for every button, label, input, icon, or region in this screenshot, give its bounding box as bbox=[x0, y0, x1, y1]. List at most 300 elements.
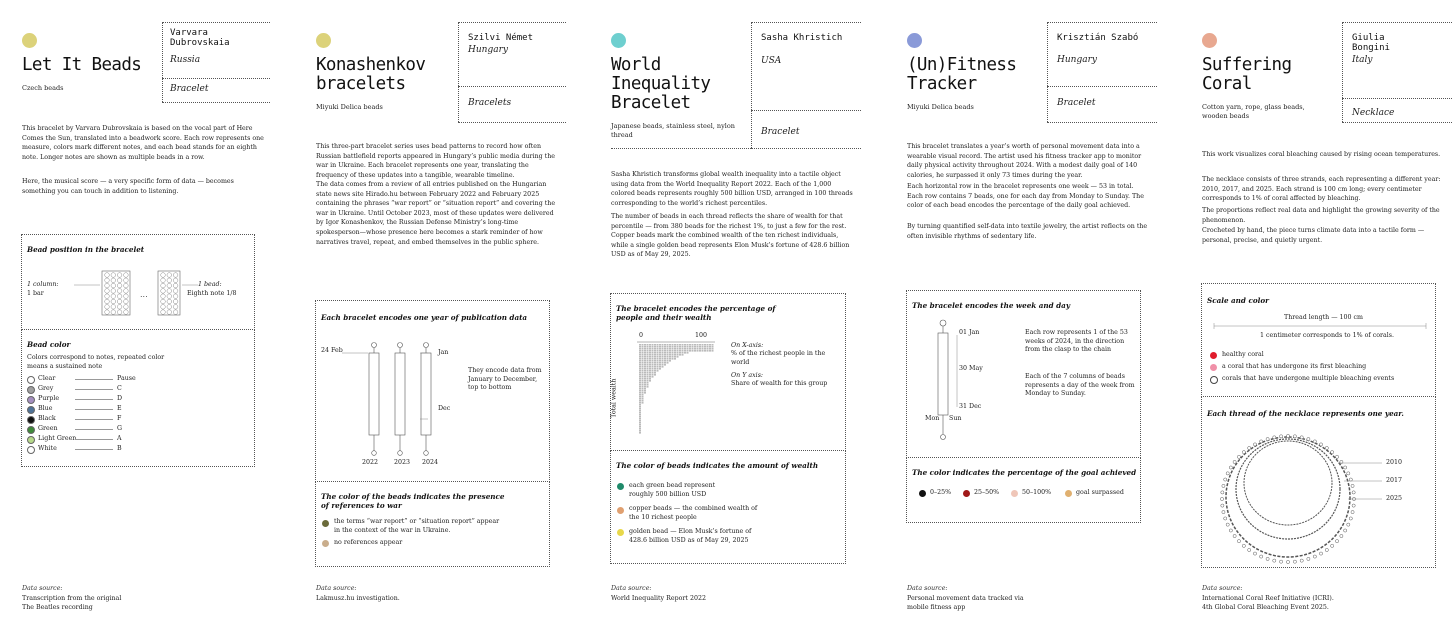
coral-bead bbox=[1319, 443, 1322, 446]
wealth-bead bbox=[649, 344, 651, 346]
wealth-bead bbox=[652, 356, 654, 358]
coral-bead bbox=[1325, 446, 1328, 449]
description: Here, the musical score — a very specific form of data — becomes something you can touch in addition to listening. bbox=[22, 178, 234, 195]
wealth-bead bbox=[644, 368, 646, 370]
wealth-bead bbox=[642, 374, 644, 376]
wealth-bead bbox=[639, 356, 641, 358]
coral-bead bbox=[1335, 540, 1338, 543]
wealth-bead bbox=[639, 400, 641, 402]
scale-text: 1 centimeter corresponds to 1% of corals. bbox=[1260, 332, 1395, 339]
wealth-bead bbox=[667, 362, 669, 364]
bead bbox=[111, 305, 116, 310]
wealth-bead bbox=[647, 362, 649, 364]
wealth-bead bbox=[642, 366, 644, 368]
start-label: 24 Feb bbox=[321, 347, 343, 354]
wealth-bead bbox=[642, 376, 644, 378]
coral-bead bbox=[1226, 523, 1229, 526]
wealth-bead bbox=[647, 348, 649, 350]
wealth-bead bbox=[662, 362, 664, 364]
x-axis-caption: On X-axis: bbox=[731, 342, 764, 349]
wealth-bead bbox=[639, 374, 641, 376]
wealth-bead bbox=[644, 362, 646, 364]
wealth-bead bbox=[654, 360, 656, 362]
wealth-bead bbox=[649, 366, 651, 368]
wealth-bead bbox=[659, 362, 661, 364]
bead bbox=[111, 273, 116, 278]
wealth-bead bbox=[657, 362, 659, 364]
wealth-bead bbox=[672, 358, 674, 360]
materials: Cotton yarn, rope, glass beads, wooden beads bbox=[1202, 103, 1305, 120]
author-name: Szilvi Német bbox=[468, 33, 534, 43]
materials: Miyuki Delica beads bbox=[907, 103, 974, 111]
legend-box-color bbox=[906, 457, 1141, 523]
wealth-bead bbox=[704, 348, 706, 350]
necklace-diagram bbox=[1216, 425, 1406, 565]
description: The proportions reflect real data and highlight the growing severity of the phenomenon. bbox=[1202, 207, 1440, 224]
wealth-bead bbox=[652, 374, 654, 376]
note-color-label: Green bbox=[38, 425, 58, 432]
legend-item: copper beads — the combined wealth of the 10 richest people bbox=[629, 505, 758, 521]
coral-bead bbox=[1347, 472, 1350, 475]
coral-bead bbox=[1226, 472, 1229, 475]
wealth-bead bbox=[647, 364, 649, 366]
wealth-bead bbox=[642, 380, 644, 382]
wealth-bead bbox=[712, 350, 714, 352]
wealth-bead bbox=[642, 396, 644, 398]
wealth-bead bbox=[644, 382, 646, 384]
bead bbox=[105, 289, 110, 294]
wealth-bead bbox=[659, 344, 661, 346]
source-text: Lakmusz.hu investigation. bbox=[316, 595, 400, 602]
note-name: C bbox=[117, 385, 122, 392]
wealth-bead bbox=[654, 354, 656, 356]
wealth-bead bbox=[649, 362, 651, 364]
coral-bead bbox=[1260, 440, 1263, 443]
wealth-bead bbox=[639, 396, 641, 398]
wealth-bead bbox=[652, 366, 654, 368]
wealth-bead bbox=[642, 392, 644, 394]
bead bbox=[105, 273, 110, 278]
wealth-bead bbox=[644, 346, 646, 348]
coral-bead bbox=[1331, 544, 1334, 547]
wealth-bead bbox=[644, 390, 646, 392]
wealth-bead bbox=[642, 390, 644, 392]
wealth-bead bbox=[687, 348, 689, 350]
wealth-bead bbox=[647, 366, 649, 368]
wealth-bead bbox=[644, 376, 646, 378]
wealth-bead bbox=[667, 354, 669, 356]
wealth-bead bbox=[642, 370, 644, 372]
wealth-bead bbox=[639, 390, 641, 392]
wealth-bead bbox=[702, 350, 704, 352]
wealth-bead bbox=[707, 348, 709, 350]
wealth-bead bbox=[659, 360, 661, 362]
wealth-bead bbox=[652, 344, 654, 346]
wealth-bead bbox=[679, 350, 681, 352]
wealth-bead bbox=[677, 344, 679, 346]
wealth-bead bbox=[654, 348, 656, 350]
wealth-bead bbox=[639, 366, 641, 368]
wealth-bead bbox=[644, 350, 646, 352]
wealth-bead bbox=[639, 368, 641, 370]
box-title: The bracelet encodes the percentage of people and their wealth bbox=[616, 304, 776, 322]
note-name: D bbox=[117, 395, 123, 402]
wealth-bead bbox=[647, 370, 649, 372]
wealth-bead bbox=[689, 348, 691, 350]
wealth-bead bbox=[642, 378, 644, 380]
description: Crocheted by hand, the piece turns climate data into a tactile form — personal, precise, and quietly urgent. bbox=[1202, 227, 1425, 244]
wealth-bead bbox=[677, 350, 679, 352]
wealth-bead bbox=[642, 344, 644, 346]
wealth-bead bbox=[654, 374, 656, 376]
bead bbox=[111, 278, 116, 283]
wealth-bead bbox=[672, 352, 674, 354]
wealth-bead bbox=[654, 364, 656, 366]
bead bbox=[105, 305, 110, 310]
bead bbox=[167, 273, 172, 278]
wealth-bead bbox=[657, 368, 659, 370]
box-title: Each bracelet encodes one year of publication data bbox=[321, 313, 528, 322]
legend-box-position bbox=[21, 234, 255, 330]
wealth-bead bbox=[639, 388, 641, 390]
wealth-bead bbox=[682, 352, 684, 354]
wealth-bead bbox=[647, 360, 649, 362]
legend-item: 50–100% bbox=[1022, 489, 1052, 496]
wealth-bead bbox=[649, 354, 651, 356]
color-dot bbox=[316, 33, 331, 48]
wealth-bead bbox=[662, 352, 664, 354]
wealth-bead bbox=[647, 380, 649, 382]
wealth-bead bbox=[709, 350, 711, 352]
coral-bead bbox=[1340, 534, 1343, 537]
bead bbox=[111, 289, 116, 294]
wealth-bead bbox=[669, 346, 671, 348]
wealth-bead bbox=[644, 386, 646, 388]
description: This three-part bracelet series uses bead patterns to record how often Russian battlefield reports appeared in Hungary’s public media during the war in Ukraine. Each bracelet represents one year, translating the frequency of these updates into a tangible, wearable timeline. bbox=[316, 143, 555, 179]
wealth-bead bbox=[652, 358, 654, 360]
wealth-bead bbox=[654, 372, 656, 374]
note-color-dot bbox=[27, 406, 35, 414]
wealth-bead bbox=[659, 356, 661, 358]
wealth-bead bbox=[639, 380, 641, 382]
wealth-bead bbox=[664, 346, 666, 348]
bead bbox=[161, 294, 166, 299]
wealth-bead bbox=[642, 388, 644, 390]
legend-box-color bbox=[21, 329, 255, 467]
wealth-bead bbox=[674, 348, 676, 350]
wealth-bead bbox=[662, 354, 664, 356]
wealth-bead bbox=[639, 350, 641, 352]
wealth-bead bbox=[642, 368, 644, 370]
note-legend-row bbox=[27, 375, 147, 385]
bead bbox=[173, 294, 178, 299]
wealth-bead bbox=[649, 350, 651, 352]
wealth-bead bbox=[647, 344, 649, 346]
wealth-bead bbox=[649, 364, 651, 366]
coral-bead bbox=[1280, 560, 1283, 563]
wealth-bead bbox=[654, 350, 656, 352]
wealth-bead bbox=[679, 354, 681, 356]
box-title: The color of beads indicates the amount of wealth bbox=[616, 461, 819, 470]
coral-bead bbox=[1242, 544, 1245, 547]
coral-bead bbox=[1260, 555, 1263, 558]
source-label: Data source: bbox=[907, 585, 948, 592]
wealth-bead bbox=[674, 358, 676, 360]
wealth-bead bbox=[642, 364, 644, 366]
wealth-bead bbox=[669, 352, 671, 354]
wealth-bead bbox=[657, 354, 659, 356]
wealth-bead bbox=[649, 380, 651, 382]
bead bbox=[173, 273, 178, 278]
wealth-bead bbox=[692, 344, 694, 346]
wealth-bead bbox=[659, 358, 661, 360]
wealth-bead bbox=[644, 360, 646, 362]
wealth-bead bbox=[647, 374, 649, 376]
bead bbox=[124, 299, 129, 304]
wealth-bead bbox=[639, 426, 641, 428]
wealth-bead bbox=[694, 344, 696, 346]
source-text: Transcription from the original The Beatles recording bbox=[22, 595, 122, 611]
year-label: 2023 bbox=[394, 459, 411, 466]
wealth-bead bbox=[642, 398, 644, 400]
bracelet bbox=[369, 343, 379, 456]
wealth-bead bbox=[642, 358, 644, 360]
note-name: E bbox=[117, 405, 122, 412]
wealth-bead bbox=[657, 360, 659, 362]
wealth-bead bbox=[639, 352, 641, 354]
wealth-bead bbox=[669, 348, 671, 350]
wealth-bead bbox=[642, 346, 644, 348]
coral-bead bbox=[1293, 560, 1296, 563]
wealth-bead bbox=[644, 392, 646, 394]
wealth-bead bbox=[672, 356, 674, 358]
wealth-bead bbox=[654, 362, 656, 364]
may-label: 30 May bbox=[959, 365, 983, 372]
wealth-bead bbox=[674, 354, 676, 356]
wealth-bead bbox=[647, 376, 649, 378]
wealth-bead bbox=[642, 350, 644, 352]
bead bbox=[124, 294, 129, 299]
bead bbox=[124, 310, 129, 315]
source-label: Data source: bbox=[22, 585, 63, 592]
mon-label: Mon bbox=[925, 415, 940, 422]
coral-bead bbox=[1300, 559, 1303, 562]
wealth-bead bbox=[647, 372, 649, 374]
legend-item: golden bead — Elon Musk’s fortune of 428.6 billion USD as of May 29, 2025 bbox=[629, 528, 752, 544]
wealth-bead bbox=[639, 346, 641, 348]
legend-box-color bbox=[610, 450, 846, 564]
note-color-label: Purple bbox=[38, 395, 60, 402]
bead bbox=[173, 310, 178, 315]
sun-label: Sun bbox=[949, 415, 962, 422]
bead bbox=[117, 278, 122, 283]
coral-bead bbox=[1300, 436, 1303, 439]
coral-bead bbox=[1222, 510, 1225, 513]
wealth-bead bbox=[649, 356, 651, 358]
bead-label: 1 bead: bbox=[198, 281, 222, 288]
bead bbox=[167, 305, 172, 310]
wealth-bead bbox=[704, 350, 706, 352]
legend-item: a coral that has undergone its first bleaching bbox=[1222, 363, 1367, 370]
wealth-bead bbox=[687, 352, 689, 354]
country: Hungary bbox=[1057, 55, 1097, 65]
wealth-bead bbox=[684, 348, 686, 350]
wealth-bead bbox=[642, 362, 644, 364]
box-title: The color of the beads indicates the presence of references to war bbox=[321, 492, 505, 510]
bracelet-diagram bbox=[320, 339, 450, 459]
materials: Czech beads bbox=[22, 84, 64, 92]
coral-bead bbox=[1253, 552, 1256, 555]
bead bbox=[167, 283, 172, 288]
wealth-bead bbox=[647, 386, 649, 388]
wealth-bead bbox=[654, 358, 656, 360]
note-color-dot bbox=[27, 416, 35, 424]
color-dot bbox=[22, 33, 37, 48]
category: Bracelet bbox=[761, 127, 800, 137]
description: The necklace consists of three strands, each representing a different year: 2010, 2017, and 2025. Each strand is 100 cm long; every centimeter corresponds to 1% of coral affected by bleaching. bbox=[1202, 176, 1441, 203]
artwork-title: World Inequality Bracelet bbox=[611, 55, 711, 113]
wealth-bead bbox=[699, 346, 701, 348]
category: Necklace bbox=[1352, 108, 1395, 118]
year-label: 2025 bbox=[1386, 495, 1403, 502]
wealth-bead bbox=[642, 382, 644, 384]
bead bbox=[124, 305, 129, 310]
wealth-bead bbox=[694, 350, 696, 352]
wealth-bead bbox=[659, 354, 661, 356]
wealth-bead bbox=[644, 384, 646, 386]
wealth-bead bbox=[652, 346, 654, 348]
wealth-bead bbox=[692, 348, 694, 350]
bead bbox=[124, 273, 129, 278]
wealth-bead bbox=[639, 360, 641, 362]
coral-bead bbox=[1293, 435, 1296, 438]
wealth-bead bbox=[669, 358, 671, 360]
x-axis-text: % of the richest people in the world bbox=[731, 350, 826, 366]
wealth-bead bbox=[662, 364, 664, 366]
note-name: F bbox=[117, 415, 122, 422]
artwork-title: Suffering Coral bbox=[1202, 55, 1292, 94]
panel-konashenkov bbox=[308, 0, 603, 644]
category: Bracelet bbox=[1057, 98, 1096, 108]
wealth-bead bbox=[642, 402, 644, 404]
wealth-bead bbox=[652, 362, 654, 364]
y-axis-label: Total wealth bbox=[610, 378, 618, 418]
wealth-bead bbox=[664, 350, 666, 352]
bead bbox=[167, 310, 172, 315]
wealth-bead bbox=[687, 346, 689, 348]
panel-let-it-beads bbox=[14, 0, 309, 644]
wealth-bead bbox=[707, 350, 709, 352]
wealth-bead bbox=[689, 350, 691, 352]
wealth-bead bbox=[644, 356, 646, 358]
coral-bead bbox=[1349, 517, 1352, 520]
coral-bead bbox=[1344, 529, 1347, 532]
wealth-bead bbox=[672, 344, 674, 346]
wealth-bead bbox=[647, 382, 649, 384]
wealth-bead bbox=[709, 348, 711, 350]
wealth-bead bbox=[667, 348, 669, 350]
coral-bead bbox=[1248, 548, 1251, 551]
note-color-dot bbox=[27, 426, 35, 434]
country: Hungary bbox=[468, 45, 508, 55]
note-color-label: Clear bbox=[38, 375, 56, 382]
svg-text:...: ... bbox=[140, 290, 148, 299]
wealth-bead bbox=[682, 350, 684, 352]
bead bbox=[111, 310, 116, 315]
note-color-label: Black bbox=[38, 415, 56, 422]
note-legend-row bbox=[27, 385, 147, 395]
wealth-bead bbox=[664, 348, 666, 350]
bracelet bbox=[395, 343, 405, 456]
box-text: Each row represents 1 of the 53 weeks of 2024, in the direction from the clasp to the chain bbox=[1025, 329, 1128, 353]
wealth-bead bbox=[659, 352, 661, 354]
bead bbox=[124, 278, 129, 283]
bead bbox=[161, 305, 166, 310]
box-text: Each of the 7 columns of beads represents a day of the week from Monday to Sunday. bbox=[1025, 373, 1135, 397]
wealth-bead bbox=[664, 352, 666, 354]
materials: Miyuki Delica beads bbox=[316, 103, 383, 111]
wealth-bead bbox=[709, 346, 711, 348]
coral-bead bbox=[1224, 517, 1227, 520]
wealth-bead bbox=[649, 370, 651, 372]
wealth-bead bbox=[642, 384, 644, 386]
wealth-bead bbox=[639, 386, 641, 388]
bead bbox=[161, 299, 166, 304]
bracelet-diagram bbox=[74, 269, 184, 319]
bead bbox=[173, 289, 178, 294]
bead bbox=[105, 294, 110, 299]
wealth-bead bbox=[667, 346, 669, 348]
wealth-bead bbox=[692, 350, 694, 352]
coral-bead bbox=[1344, 466, 1347, 469]
wealth-bead bbox=[649, 368, 651, 370]
wealth-bead bbox=[654, 368, 656, 370]
wealth-bead bbox=[649, 348, 651, 350]
wealth-bead bbox=[674, 344, 676, 346]
wealth-bead bbox=[679, 344, 681, 346]
bead bbox=[105, 283, 110, 288]
wealth-bead bbox=[709, 344, 711, 346]
wealth-bead bbox=[654, 366, 656, 368]
wealth-bead bbox=[639, 372, 641, 374]
wealth-bead bbox=[639, 408, 641, 410]
wealth-bead bbox=[649, 346, 651, 348]
wealth-bead bbox=[662, 348, 664, 350]
wealth-bead bbox=[679, 348, 681, 350]
wealth-bead bbox=[639, 428, 641, 430]
wealth-bead bbox=[667, 356, 669, 358]
wealth-bead bbox=[664, 364, 666, 366]
coral-bead bbox=[1248, 446, 1251, 449]
wealth-bead bbox=[669, 350, 671, 352]
wealth-bead bbox=[664, 362, 666, 364]
coral-bead bbox=[1221, 491, 1224, 494]
wealth-bead bbox=[712, 348, 714, 350]
wealth-bead bbox=[702, 344, 704, 346]
dec-label: 31 Dec bbox=[959, 403, 982, 410]
note-legend-row bbox=[27, 425, 147, 435]
wealth-bead bbox=[699, 344, 701, 346]
wealth-bead bbox=[677, 346, 679, 348]
note-legend-row bbox=[27, 405, 147, 415]
author-name: Varvara Dubrovskaia bbox=[170, 28, 230, 48]
jan-label: Jan bbox=[438, 349, 449, 356]
wealth-bead bbox=[652, 348, 654, 350]
artwork-title: Let It Beads bbox=[22, 55, 142, 75]
bead bbox=[167, 299, 172, 304]
description: By turning quantified self-data into textile jewelry, the artist reflects on the often invisible rhythms of sedentary life. bbox=[907, 223, 1148, 240]
wealth-bead bbox=[677, 356, 679, 358]
